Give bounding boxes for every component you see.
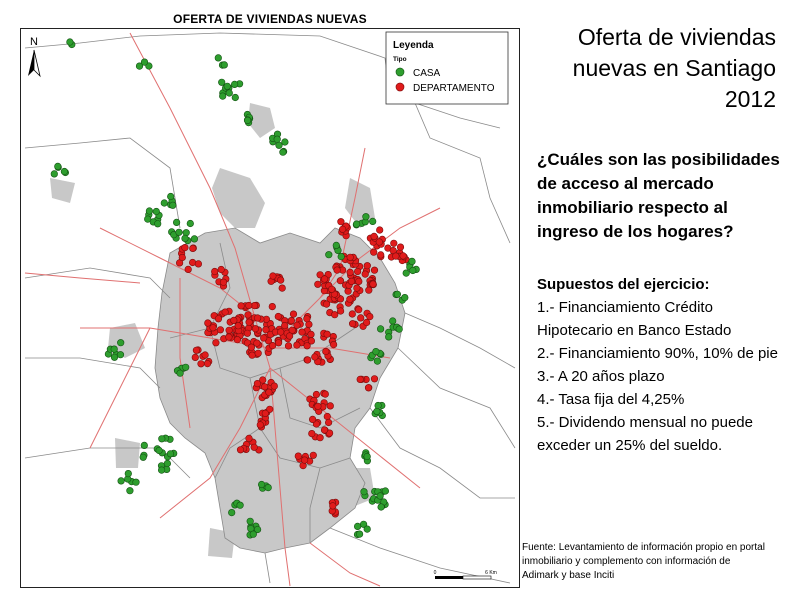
departamento-point bbox=[192, 354, 199, 361]
departamento-point bbox=[366, 287, 373, 294]
departamento-point bbox=[254, 315, 261, 322]
casa-point bbox=[153, 208, 160, 215]
departamento-point bbox=[310, 452, 317, 459]
assumptions-list bbox=[537, 273, 797, 457]
departamento-point bbox=[205, 320, 212, 327]
legend-item-departamento: DEPARTAMENTO bbox=[413, 83, 495, 94]
question-line: ¿Cuáles son las posibilidades bbox=[537, 150, 780, 169]
casa-point bbox=[356, 531, 363, 538]
departamento-point bbox=[252, 325, 259, 332]
casa-point bbox=[377, 326, 384, 333]
departamento-point bbox=[313, 391, 320, 398]
departamento-point bbox=[325, 419, 332, 426]
casa-point bbox=[177, 370, 184, 377]
casa-point bbox=[167, 193, 174, 200]
casa-point bbox=[55, 163, 62, 170]
departamento-point bbox=[254, 380, 261, 387]
departamento-point bbox=[245, 312, 252, 319]
question-line: de acceso al mercado bbox=[537, 174, 714, 193]
question-text bbox=[537, 148, 793, 244]
map-title: OFERTA DE VIVIENDAS NUEVAS bbox=[173, 12, 367, 26]
departamento-point bbox=[213, 340, 220, 347]
departamento-point bbox=[279, 285, 286, 292]
casa-point bbox=[61, 168, 68, 175]
casa-point bbox=[389, 318, 396, 325]
departamento-point bbox=[260, 335, 267, 342]
source-line: Adimark y base Inciti bbox=[522, 570, 615, 581]
casa-point bbox=[363, 213, 370, 220]
casa-point bbox=[176, 229, 183, 236]
departamento-point bbox=[299, 329, 306, 336]
departamento-point bbox=[215, 316, 222, 323]
scale-end-label: 6 Km bbox=[485, 570, 497, 576]
casa-point bbox=[237, 502, 244, 509]
departamento-point bbox=[334, 267, 341, 274]
departamento-point bbox=[367, 313, 374, 320]
departamento-point bbox=[251, 444, 258, 451]
casa-point bbox=[373, 348, 380, 355]
departamento-point bbox=[218, 266, 225, 273]
departamento-point bbox=[347, 254, 354, 261]
casa-point bbox=[326, 251, 333, 258]
casa-point bbox=[402, 294, 409, 301]
departamento-point bbox=[323, 301, 330, 308]
departamento-point bbox=[262, 410, 269, 417]
departamento-point bbox=[288, 317, 295, 324]
legend-title: Leyenda bbox=[393, 40, 434, 51]
casa-point bbox=[215, 55, 222, 62]
casa-point bbox=[141, 59, 148, 66]
casa-point bbox=[127, 487, 134, 494]
casa-point bbox=[353, 221, 360, 228]
casa-point bbox=[378, 504, 385, 511]
departamento-point bbox=[364, 262, 371, 269]
departamento-point bbox=[391, 240, 398, 247]
departamento-point bbox=[190, 245, 197, 252]
departamento-point bbox=[246, 319, 253, 326]
departamento-point bbox=[234, 336, 241, 343]
source-note bbox=[522, 541, 797, 583]
departamento-point bbox=[371, 267, 378, 274]
departamento-point bbox=[337, 308, 344, 315]
departamento-point bbox=[195, 261, 202, 268]
departamento-point bbox=[285, 343, 292, 350]
departamento-point bbox=[244, 330, 251, 337]
departamento-point bbox=[330, 341, 337, 348]
casa-point bbox=[247, 518, 254, 525]
casa-point bbox=[182, 235, 189, 242]
departamento-point bbox=[347, 296, 354, 303]
assumption-line: 2.- Financiamiento 90%, 10% de pie bbox=[537, 345, 778, 362]
casa-point bbox=[258, 481, 265, 488]
departamento-point bbox=[339, 226, 346, 233]
departamento-point bbox=[393, 253, 400, 260]
departamento-point bbox=[179, 254, 186, 261]
casa-point bbox=[125, 470, 132, 477]
casa-point bbox=[282, 139, 289, 146]
departamento-point bbox=[271, 383, 278, 390]
departamento-point bbox=[331, 311, 338, 318]
departamento-point bbox=[220, 279, 227, 286]
departamento-point bbox=[255, 350, 262, 357]
casa-point bbox=[164, 460, 171, 467]
casa-point bbox=[385, 334, 392, 341]
red-circle-icon bbox=[396, 83, 404, 91]
casa-point bbox=[111, 354, 118, 361]
casa-point bbox=[141, 442, 148, 449]
departamento-point bbox=[377, 252, 384, 259]
casa-point bbox=[280, 149, 287, 156]
legend bbox=[386, 32, 508, 104]
departamento-point bbox=[354, 285, 361, 292]
departamento-point bbox=[277, 277, 284, 284]
casa-point bbox=[67, 39, 74, 46]
departamento-point bbox=[328, 286, 335, 293]
casa-point bbox=[224, 83, 231, 90]
departamento-point bbox=[345, 288, 352, 295]
casa-point bbox=[146, 208, 153, 215]
assumption-line: exceder un 25% del sueldo. bbox=[537, 437, 723, 454]
casa-point bbox=[364, 526, 371, 533]
departamento-point bbox=[308, 338, 315, 345]
departamento-point bbox=[304, 315, 311, 322]
casa-point bbox=[375, 402, 382, 409]
assumption-line: 3.- A 20 años plazo bbox=[537, 368, 665, 385]
departamento-point bbox=[356, 278, 363, 285]
casa-point bbox=[244, 117, 251, 124]
casa-point bbox=[51, 171, 58, 178]
departamento-point bbox=[308, 331, 315, 338]
casa-point bbox=[173, 219, 180, 226]
departamento-point bbox=[349, 311, 356, 318]
casa-point bbox=[158, 467, 165, 474]
departamento-point bbox=[198, 361, 205, 368]
assumption-line: 5.- Dividendo mensual no puede bbox=[537, 414, 753, 431]
casa-point bbox=[374, 358, 381, 365]
departamento-point bbox=[269, 303, 276, 310]
departamento-point bbox=[354, 268, 361, 275]
departamento-point bbox=[370, 281, 377, 288]
departamento-point bbox=[294, 342, 301, 349]
slide-title-line: nuevas en Santiago bbox=[572, 55, 776, 81]
departamento-point bbox=[371, 233, 378, 240]
departamento-point bbox=[202, 352, 209, 359]
casa-point bbox=[377, 493, 384, 500]
departamento-point bbox=[355, 306, 362, 313]
casa-point bbox=[118, 478, 125, 485]
casa-point bbox=[219, 93, 226, 100]
departamento-point bbox=[324, 331, 331, 338]
casa-point bbox=[396, 326, 403, 333]
departamento-point bbox=[257, 422, 264, 429]
departamento-point bbox=[315, 281, 322, 288]
casa-point bbox=[232, 94, 239, 101]
casa-point bbox=[354, 523, 361, 530]
source-line: Fuente: Levantamiento de información propio en portal bbox=[522, 542, 765, 553]
casa-point bbox=[167, 451, 174, 458]
casa-point bbox=[403, 270, 410, 277]
casa-point bbox=[250, 531, 257, 538]
departamento-point bbox=[217, 327, 224, 334]
departamento-point bbox=[324, 413, 331, 420]
departamento-point bbox=[294, 322, 301, 329]
casa-point bbox=[274, 136, 281, 143]
source-line: inmobiliario y complemento con información de bbox=[522, 556, 731, 567]
departamento-point bbox=[363, 319, 370, 326]
santiago-map bbox=[20, 28, 520, 588]
departamento-point bbox=[327, 403, 334, 410]
departamento-point bbox=[204, 360, 211, 367]
casa-point bbox=[154, 221, 161, 228]
departamento-point bbox=[193, 347, 200, 354]
departamento-point bbox=[295, 453, 302, 460]
departamento-point bbox=[349, 320, 356, 327]
slide-title-line: Oferta de viviendas bbox=[577, 24, 776, 50]
casa-point bbox=[231, 81, 238, 88]
departamento-point bbox=[210, 325, 217, 332]
casa-point bbox=[228, 509, 235, 516]
departamento-point bbox=[185, 266, 192, 273]
legend-subtitle: Tipo bbox=[393, 56, 407, 63]
departamento-point bbox=[226, 327, 233, 334]
departamento-point bbox=[222, 309, 229, 316]
assumption-line: 4.- Tasa fija del 4,25% bbox=[537, 391, 685, 408]
casa-point bbox=[265, 484, 272, 491]
casa-point bbox=[111, 346, 118, 353]
casa-point bbox=[382, 488, 389, 495]
casa-point bbox=[156, 447, 163, 454]
departamento-point bbox=[237, 447, 244, 454]
casa-point bbox=[410, 267, 417, 274]
casa-point bbox=[369, 218, 376, 225]
casa-point bbox=[140, 454, 147, 461]
casa-point bbox=[361, 488, 368, 495]
legend-item-casa: CASA bbox=[413, 68, 441, 79]
departamento-point bbox=[269, 342, 276, 349]
casa-point bbox=[333, 242, 340, 249]
departamento-point bbox=[246, 435, 253, 442]
casa-point bbox=[374, 408, 381, 415]
assumptions-heading: Supuestos del ejercicio: bbox=[537, 276, 710, 293]
departamento-point bbox=[290, 311, 297, 318]
departamento-point bbox=[348, 278, 355, 285]
departamento-point bbox=[330, 503, 337, 510]
scale-start-label: 0 bbox=[433, 570, 437, 576]
casa-point bbox=[170, 202, 177, 209]
casa-point bbox=[117, 351, 124, 358]
casa-point bbox=[226, 90, 233, 97]
departamento-point bbox=[249, 352, 256, 359]
departamento-point bbox=[231, 317, 238, 324]
departamento-point bbox=[246, 302, 253, 309]
casa-point bbox=[276, 142, 283, 149]
departamento-point bbox=[362, 271, 369, 278]
casa-point bbox=[191, 236, 198, 243]
departamento-point bbox=[376, 227, 383, 234]
assumption-line: Hipotecario en Banco Estado bbox=[537, 322, 732, 339]
departamento-point bbox=[370, 249, 377, 256]
departamento-point bbox=[357, 315, 364, 322]
departamento-point bbox=[309, 430, 316, 437]
departamento-point bbox=[248, 344, 255, 351]
departamento-point bbox=[376, 239, 383, 246]
casa-point bbox=[161, 200, 168, 207]
casa-point bbox=[144, 216, 151, 223]
casa-point bbox=[133, 479, 140, 486]
question-line: inmobiliario respecto al bbox=[537, 198, 728, 217]
departamento-point bbox=[321, 276, 328, 283]
departamento-point bbox=[321, 427, 328, 434]
departamento-point bbox=[235, 322, 242, 329]
casa-point bbox=[394, 291, 401, 298]
slide-title-line: 2012 bbox=[724, 86, 776, 112]
casa-point bbox=[221, 62, 228, 69]
departamento-point bbox=[365, 385, 372, 392]
casa-point bbox=[338, 253, 345, 260]
departamento-point bbox=[400, 253, 407, 260]
departamento-point bbox=[317, 434, 324, 441]
departamento-point bbox=[281, 322, 288, 329]
departamento-point bbox=[323, 348, 330, 355]
departamento-point bbox=[266, 389, 273, 396]
departamento-point bbox=[312, 354, 319, 361]
slide-title bbox=[540, 22, 776, 115]
north-label: N bbox=[30, 36, 38, 48]
departamento-point bbox=[189, 259, 196, 266]
departamento-point bbox=[309, 416, 316, 423]
casa-point bbox=[187, 220, 194, 227]
casa-point bbox=[409, 258, 416, 265]
departamento-point bbox=[238, 303, 245, 310]
question-line: ingreso de los hogares? bbox=[537, 222, 734, 241]
casa-point bbox=[364, 453, 371, 460]
departamento-point bbox=[357, 376, 364, 383]
departamento-point bbox=[254, 340, 261, 347]
departamento-point bbox=[371, 376, 378, 383]
departamento-point bbox=[211, 268, 218, 275]
casa-point bbox=[159, 436, 166, 443]
departamento-point bbox=[304, 357, 311, 364]
departamento-point bbox=[301, 457, 308, 464]
departamento-point bbox=[275, 340, 282, 347]
departamento-point bbox=[270, 273, 277, 280]
departamento-point bbox=[182, 244, 189, 251]
casa-point bbox=[182, 364, 189, 371]
casa-point bbox=[218, 79, 225, 86]
green-circle-icon bbox=[396, 68, 404, 76]
departamento-point bbox=[286, 333, 293, 340]
assumption-line: 1.- Financiamiento Crédito bbox=[537, 299, 713, 316]
departamento-point bbox=[275, 313, 282, 320]
departamento-point bbox=[315, 403, 322, 410]
departamento-point bbox=[322, 391, 329, 398]
departamento-point bbox=[261, 384, 268, 391]
departamento-point bbox=[347, 269, 354, 276]
departamento-point bbox=[397, 244, 404, 251]
casa-point bbox=[117, 339, 124, 346]
departamento-point bbox=[226, 334, 233, 341]
departamento-point bbox=[277, 329, 284, 336]
